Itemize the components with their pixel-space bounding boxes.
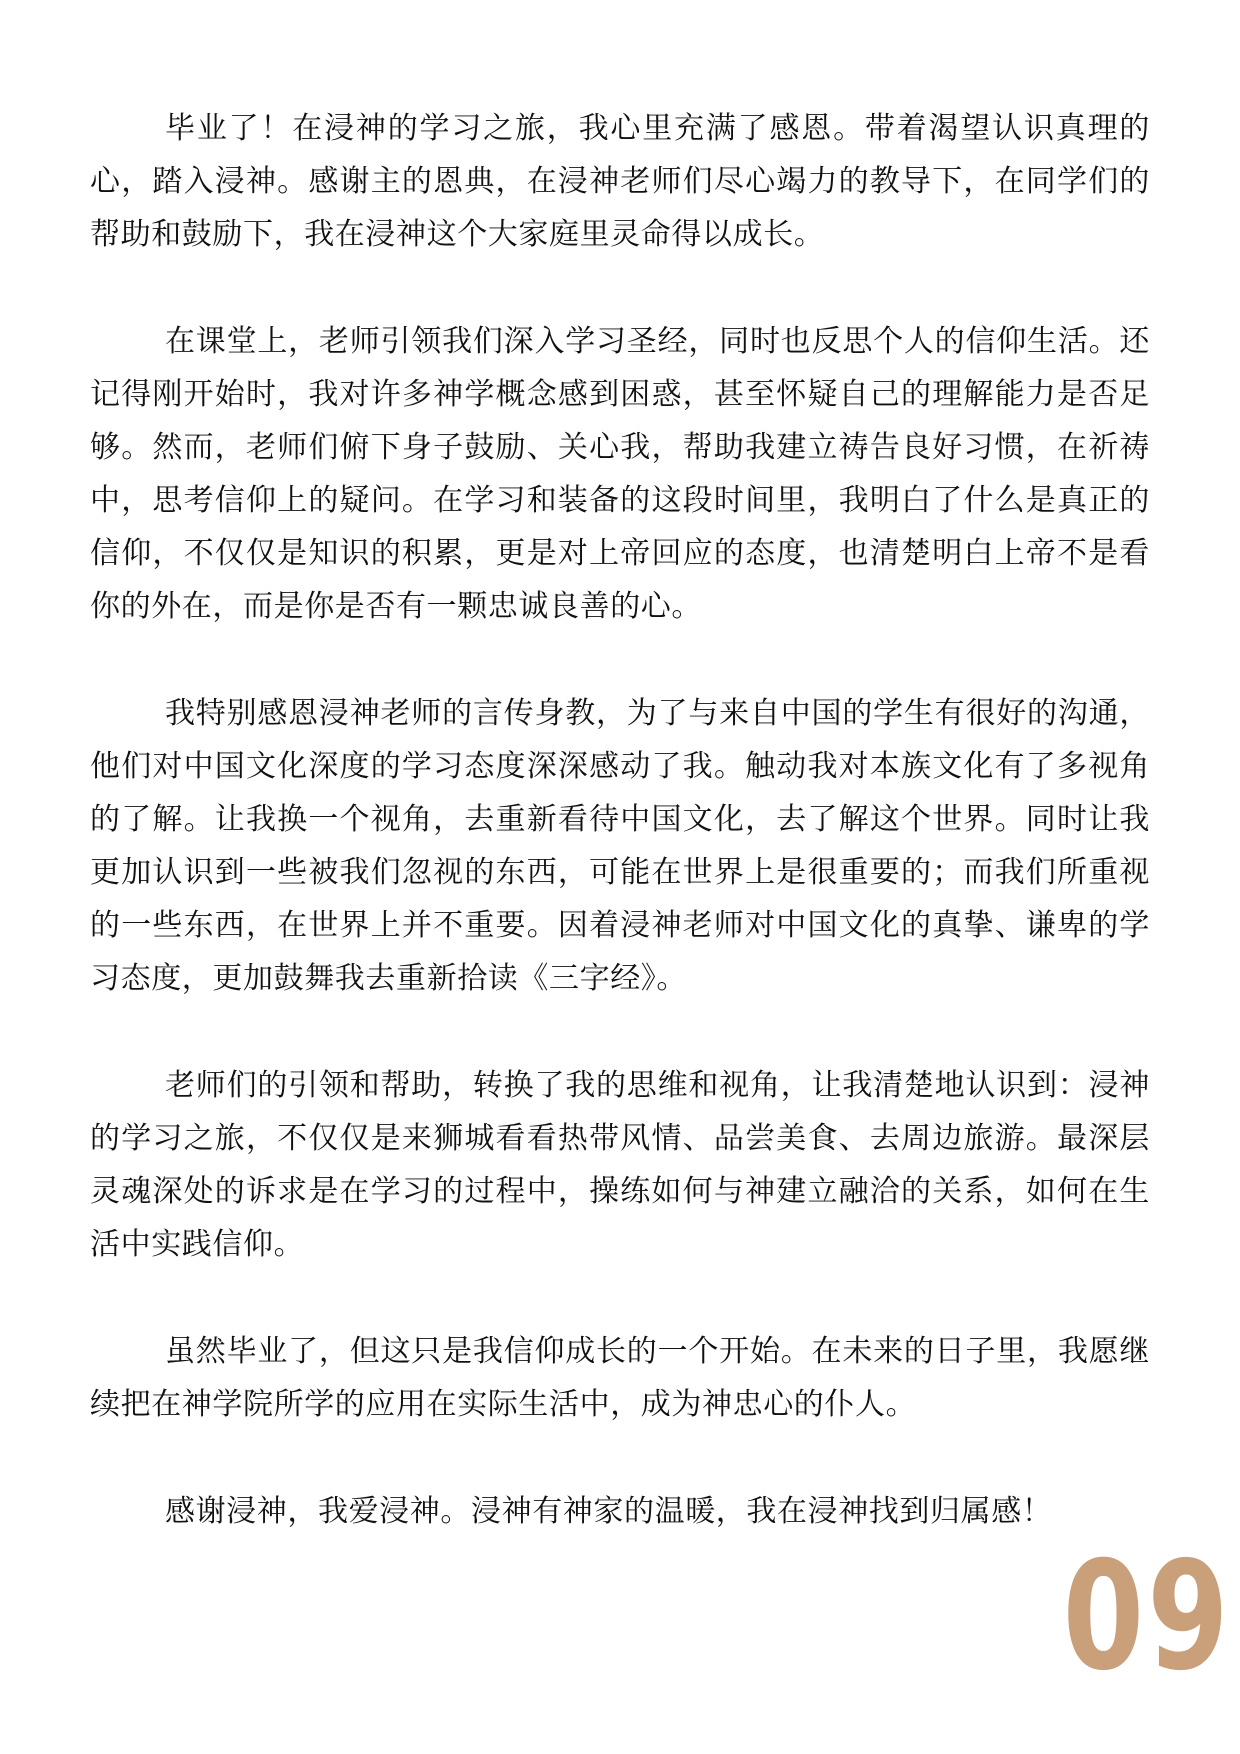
paragraph-teachers: 我特别感恩浸神老师的言传身教，为了与来自中国的学生有很好的沟通，他们对中国文化深度的学习态度深深感动了我。触动我对本族文化有了多视角的了解。让我换一个视角，去重新看待中国文化，去了解这个世界。同时让我更加认识到一些被我们忽视的东西，可能在世界上是很重要的；而我们所重视的一些东西，在世界上并不重要。因着浸神老师对中国文化的真挚、谦卑的学习态度，更加鼓舞我去重新拾读《三字经》。 (90, 696, 1150, 996)
page-number: 09 (1062, 1530, 1232, 1704)
paragraph-thanks: 感谢浸神，我爱浸神。浸神有神家的温暖，我在浸神找到归属感！ (165, 1494, 1053, 1529)
article-body (90, 102, 1150, 1538)
paragraph-guidance: 老师们的引领和帮助，转换了我的思维和视角，让我清楚地认识到：浸神的学习之旅，不仅仅是来狮城看看热带风情、品尝美食、去周边旅游。最深层灵魂深处的诉求是在学习的过程中，操练如何与神建立融洽的关系，如何在生活中实践信仰。 (90, 1068, 1150, 1262)
paragraph-graduation: 毕业了！在浸神的学习之旅，我心里充满了感恩。带着渴望认识真理的心，踏入浸神。感谢主的恩典，在浸神老师们尽心竭力的教导下，在同学们的帮助和鼓励下，我在浸神这个大家庭里灵命得以成长。 (90, 111, 1150, 252)
paragraph-future: 虽然毕业了，但这只是我信仰成长的一个开始。在未来的日子里，我愿继续把在神学院所学的应用在实际生活中，成为神忠心的仆人。 (90, 1334, 1150, 1422)
paragraph-classroom: 在课堂上，老师引领我们深入学习圣经，同时也反思个人的信仰生活。还记得刚开始时，我对许多神学概念感到困惑，甚至怀疑自己的理解能力是否足够。然而，老师们俯下身子鼓励、关心我，帮助我建立祷告良好习惯，在祈祷中，思考信仰上的疑问。在学习和装备的这段时间里，我明白了什么是真正的信仰，不仅仅是知识的积累，更是对上帝回应的态度，也清楚明白上帝不是看你的外在，而是你是否有一颗忠诚良善的心。 (90, 324, 1150, 624)
